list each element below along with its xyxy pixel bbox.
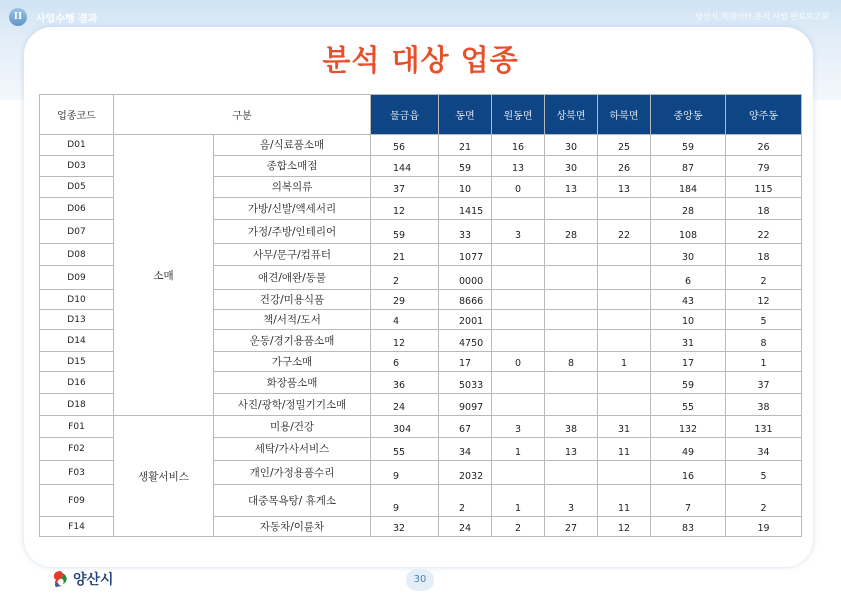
page-title: 분석 대상 업종 (322, 43, 519, 77)
value-cell (545, 372, 598, 394)
value-cell: 12 (598, 517, 651, 537)
value-cell: 5 (726, 310, 802, 330)
value-cell (598, 372, 651, 394)
value-cell (492, 266, 545, 290)
value-cell: 2032 (439, 461, 492, 485)
value-cell: 184 (651, 177, 726, 198)
value-cell: 1 (598, 352, 651, 372)
value-cell: 2 (439, 485, 492, 517)
category-label: 개인/가정용품수리 (214, 461, 371, 485)
value-cell: 37 (371, 177, 439, 198)
industry-code: D18 (40, 394, 114, 416)
table-row (40, 135, 802, 156)
table-row (40, 416, 802, 438)
value-cell: 17 (651, 352, 726, 372)
category-label: 애견/애완/동물 (214, 266, 371, 290)
value-cell: 3 (545, 485, 598, 517)
value-cell (492, 244, 545, 266)
value-cell: 32 (371, 517, 439, 537)
industry-code: F02 (40, 438, 114, 461)
category-label: 음/식료품소매 (214, 135, 371, 156)
category-label: 운동/경기용품소매 (214, 330, 371, 352)
section-number-badge: II (9, 8, 27, 26)
value-cell: 5033 (439, 372, 492, 394)
column-header: 물금읍 (371, 95, 439, 135)
value-cell: 13 (545, 438, 598, 461)
value-cell: 304 (371, 416, 439, 438)
category-label: 화장품소매 (214, 372, 371, 394)
value-cell (492, 310, 545, 330)
value-cell (492, 394, 545, 416)
value-cell: 18 (726, 198, 802, 220)
value-cell: 3 (492, 220, 545, 244)
value-cell: 29 (371, 290, 439, 310)
value-cell: 12 (371, 198, 439, 220)
value-cell: 4750 (439, 330, 492, 352)
value-cell (598, 310, 651, 330)
industry-code: D15 (40, 352, 114, 372)
value-cell: 2 (726, 485, 802, 517)
report-title: 양산시 빅데이터 분석 사업 완료보고회 (695, 12, 829, 21)
value-cell: 30 (545, 135, 598, 156)
value-cell: 9097 (439, 394, 492, 416)
value-cell: 18 (726, 244, 802, 266)
value-cell: 25 (598, 135, 651, 156)
industry-code: F14 (40, 517, 114, 537)
value-cell (545, 290, 598, 310)
value-cell: 21 (439, 135, 492, 156)
value-cell: 9 (371, 461, 439, 485)
category-label: 의복의류 (214, 177, 371, 198)
value-cell: 16 (651, 461, 726, 485)
value-cell: 12 (726, 290, 802, 310)
value-cell: 1 (492, 438, 545, 461)
value-cell: 34 (439, 438, 492, 461)
value-cell (545, 244, 598, 266)
industry-code: F03 (40, 461, 114, 485)
value-cell: 30 (651, 244, 726, 266)
value-cell (598, 266, 651, 290)
value-cell (545, 310, 598, 330)
value-cell: 59 (439, 156, 492, 177)
value-cell: 13 (598, 177, 651, 198)
value-cell: 27 (545, 517, 598, 537)
value-cell: 34 (726, 438, 802, 461)
category-label: 가구소매 (214, 352, 371, 372)
value-cell: 83 (651, 517, 726, 537)
value-cell: 2001 (439, 310, 492, 330)
value-cell: 33 (439, 220, 492, 244)
value-cell (492, 330, 545, 352)
value-cell: 3 (492, 416, 545, 438)
value-cell (545, 266, 598, 290)
value-cell (545, 330, 598, 352)
value-cell: 8 (726, 330, 802, 352)
category-label: 사진/광학/정밀기기소매 (214, 394, 371, 416)
value-cell: 55 (371, 438, 439, 461)
industry-code: D05 (40, 177, 114, 198)
category-label: 자동차/이륜차 (214, 517, 371, 537)
category-label: 대중목욕탕/ 휴게소 (214, 485, 371, 517)
value-cell: 115 (726, 177, 802, 198)
value-cell (492, 198, 545, 220)
industry-table (39, 94, 802, 537)
value-cell: 43 (651, 290, 726, 310)
city-logo-text: 양산시 (73, 572, 114, 588)
industry-code: D14 (40, 330, 114, 352)
value-cell: 30 (545, 156, 598, 177)
value-cell: 0 (492, 352, 545, 372)
category-label: 세탁/가사서비스 (214, 438, 371, 461)
city-logo (50, 569, 114, 589)
value-cell: 6 (651, 266, 726, 290)
industry-code: D03 (40, 156, 114, 177)
value-cell: 108 (651, 220, 726, 244)
value-cell: 19 (726, 517, 802, 537)
group-label: 생활서비스 (114, 416, 214, 537)
column-header: 중앙동 (651, 95, 726, 135)
category-label: 건강/미용식품 (214, 290, 371, 310)
value-cell: 131 (726, 416, 802, 438)
category-label: 미용/건강 (214, 416, 371, 438)
page-number: 30 (406, 569, 434, 591)
value-cell: 31 (651, 330, 726, 352)
value-cell (545, 394, 598, 416)
value-cell (492, 372, 545, 394)
value-cell: 10 (439, 177, 492, 198)
industry-code: F01 (40, 416, 114, 438)
value-cell: 79 (726, 156, 802, 177)
column-header: 원동면 (492, 95, 545, 135)
industry-code: D13 (40, 310, 114, 330)
value-cell (598, 330, 651, 352)
value-cell: 16 (492, 135, 545, 156)
category-label: 종합소매점 (214, 156, 371, 177)
value-cell: 26 (598, 156, 651, 177)
value-cell: 87 (651, 156, 726, 177)
value-cell: 28 (545, 220, 598, 244)
category-label: 사무/문구/컴퓨터 (214, 244, 371, 266)
value-cell: 49 (651, 438, 726, 461)
value-cell (598, 198, 651, 220)
value-cell: 1 (492, 485, 545, 517)
value-cell: 13 (545, 177, 598, 198)
value-cell: 0 (492, 177, 545, 198)
value-cell: 12 (371, 330, 439, 352)
value-cell: 1077 (439, 244, 492, 266)
value-cell (598, 244, 651, 266)
industry-code: D07 (40, 220, 114, 244)
value-cell: 2 (492, 517, 545, 537)
column-header: 하북면 (598, 95, 651, 135)
value-cell: 59 (371, 220, 439, 244)
value-cell (598, 461, 651, 485)
value-cell: 28 (651, 198, 726, 220)
value-cell: 7 (651, 485, 726, 517)
value-cell: 1415 (439, 198, 492, 220)
category-label: 가정/주방/인테리어 (214, 220, 371, 244)
value-cell: 26 (726, 135, 802, 156)
industry-code: D01 (40, 135, 114, 156)
column-header: 업종코드 (40, 95, 114, 135)
value-cell: 22 (726, 220, 802, 244)
value-cell: 38 (726, 394, 802, 416)
value-cell: 24 (371, 394, 439, 416)
column-header: 동면 (439, 95, 492, 135)
industry-code: D16 (40, 372, 114, 394)
value-cell: 31 (598, 416, 651, 438)
industry-code: D06 (40, 198, 114, 220)
city-emblem-icon (50, 569, 70, 589)
value-cell (545, 461, 598, 485)
value-cell: 59 (651, 135, 726, 156)
value-cell (492, 461, 545, 485)
value-cell (598, 394, 651, 416)
value-cell (598, 290, 651, 310)
value-cell: 0000 (439, 266, 492, 290)
industry-code: D10 (40, 290, 114, 310)
category-label: 가방/신발/액세서리 (214, 198, 371, 220)
value-cell: 11 (598, 485, 651, 517)
group-label: 소매 (114, 135, 214, 416)
value-cell (545, 198, 598, 220)
value-cell: 2 (726, 266, 802, 290)
column-header: 구분 (114, 95, 371, 135)
value-cell: 1 (726, 352, 802, 372)
value-cell: 22 (598, 220, 651, 244)
value-cell: 6 (371, 352, 439, 372)
industry-code: F09 (40, 485, 114, 517)
value-cell: 132 (651, 416, 726, 438)
value-cell: 24 (439, 517, 492, 537)
value-cell: 9 (371, 485, 439, 517)
value-cell: 37 (726, 372, 802, 394)
value-cell: 5 (726, 461, 802, 485)
value-cell: 38 (545, 416, 598, 438)
value-cell: 4 (371, 310, 439, 330)
value-cell: 8666 (439, 290, 492, 310)
value-cell (492, 290, 545, 310)
column-header: 양주동 (726, 95, 802, 135)
value-cell: 67 (439, 416, 492, 438)
value-cell: 2 (371, 266, 439, 290)
column-header: 상북면 (545, 95, 598, 135)
value-cell: 59 (651, 372, 726, 394)
category-label: 책/서적/도서 (214, 310, 371, 330)
value-cell: 13 (492, 156, 545, 177)
value-cell: 36 (371, 372, 439, 394)
value-cell: 55 (651, 394, 726, 416)
value-cell: 11 (598, 438, 651, 461)
industry-code: D08 (40, 244, 114, 266)
value-cell: 8 (545, 352, 598, 372)
value-cell: 21 (371, 244, 439, 266)
value-cell: 17 (439, 352, 492, 372)
industry-code: D09 (40, 266, 114, 290)
value-cell: 144 (371, 156, 439, 177)
value-cell: 56 (371, 135, 439, 156)
section-title: 사업수행 결과 (36, 14, 98, 25)
value-cell: 10 (651, 310, 726, 330)
